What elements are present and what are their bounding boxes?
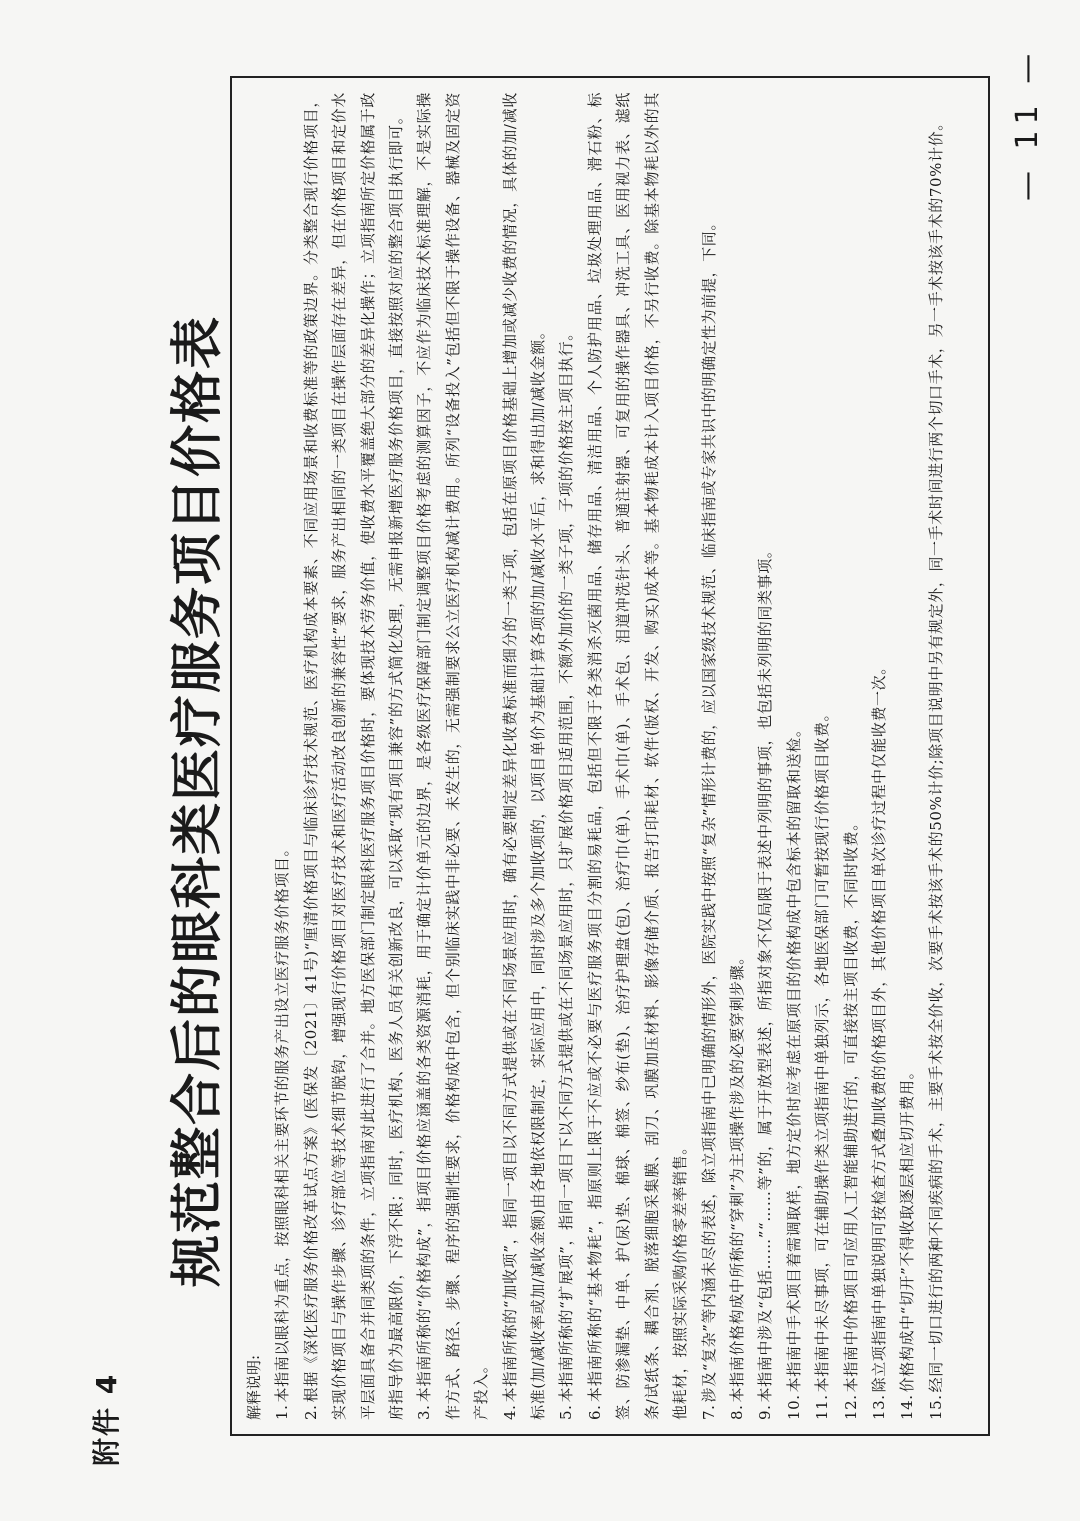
page-title: 规范整合后的眼科类医疗服务项目价格表 — [167, 315, 228, 1288]
note-text: 本指南中价格项目可应用人工智能辅助进行的，可直接按主项目收费，不同时收费。 — [841, 815, 860, 1393]
note-number: 7. — [699, 1404, 718, 1420]
note-item — [496, 92, 553, 1420]
note-item — [723, 92, 751, 1420]
note-item — [893, 92, 921, 1420]
note-item — [297, 92, 411, 1420]
note-text: 本指南所称的“加收项”，指同一项目以不同方式提供或在不同场景应用时，确有必要制定差异化收费标准而细分的一类子项，包括在原项目价格基础上增加或减少收费的情况，具体的加/减收标准(加/减收率或加/减收金额)由各地依权限制定，实际应用中，同时涉及多个加收项的，以项目单价为基础计算各项的加/减收水平后，求和得出加/减收金额。 — [500, 92, 548, 1420]
note-item — [695, 92, 723, 1420]
note-number: 13. — [869, 1394, 888, 1420]
notes-list — [268, 92, 950, 1420]
note-text: 本指南中涉及“包括……”“……等”的，属于开放型表述，所指对象不仅局限于表述中列明的事项，也包括未列明的同类事项。 — [756, 542, 775, 1403]
page-number: — 11 — — [1010, 47, 1045, 201]
note-number: 12. — [841, 1394, 860, 1420]
note-text: 价格构成中“切开”不得收取逐层相应切开费用。 — [898, 1063, 917, 1393]
note-text: 经同一切口进行的两种不同疾病的手术，主要手术按全价收，次要手术按该手术的50%计价;除项目说明中另有规定外，同一手术时间进行两个切口手术，另一手术按该手术的70%计价。 — [926, 115, 945, 1393]
note-item — [552, 92, 580, 1420]
note-number: 14. — [898, 1394, 917, 1420]
note-text: 本指南以眼科为重点，按照眼科相关主要环节的服务产出设立医疗服务价格项目。 — [273, 840, 292, 1403]
note-text: 本指南中手术项目着需调取样，地方定价时应考虑在原项目的价格构成中包含标本的留取和送检。 — [784, 721, 803, 1393]
notes-header: 解释说明: — [245, 1354, 263, 1420]
note-item — [780, 92, 808, 1420]
attachment-label: 附件 4 — [90, 1372, 123, 1466]
note-item — [808, 92, 836, 1420]
note-text: 本指南所称的“价格构成”，指项目价格应涵盖的各类资源消耗，用于确定计价单元的边界，是各级医疗保障部门制定调整项目价格考虑的测算因子，不应作为临床技术标准理解，不是实际操作方式、路径、步骤、程序的强制性要求，价格构成中包含，但个别临床实践中非必要、未发生的，无需强制要求公立医疗机构减计费用。所列“设备投入”包括但不限于操作设备、器械及固定资产投入。 — [415, 92, 491, 1420]
note-number: 3. — [415, 1404, 434, 1420]
note-number: 8. — [727, 1404, 746, 1420]
note-number: 4. — [500, 1404, 519, 1420]
note-text: 本指南价格构成中所称的“穿刺”为主项操作涉及的必要穿刺步骤。 — [727, 949, 746, 1403]
note-number: 9. — [756, 1404, 775, 1420]
note-item — [837, 92, 865, 1420]
note-item — [581, 92, 695, 1420]
note-number: 2. — [301, 1404, 320, 1420]
note-number: 15. — [926, 1394, 945, 1420]
note-text: 本指南所称的“扩展项”，指同一项目下以不同方式提供或在不同场景应用时，只扩展价格项目适用范围，不额外加价的一类子项，子项的价格按主项目执行。 — [557, 325, 576, 1403]
note-item — [922, 92, 950, 1420]
note-number: 11. — [813, 1394, 832, 1420]
notes-box — [230, 76, 990, 1436]
note-number: 10. — [784, 1394, 803, 1420]
note-text: 本指南中未尽事项，可在辅助操作类立项指南中单独列示，各地医保部门可暂按现行价格项目收费。 — [813, 705, 832, 1393]
note-item — [268, 92, 296, 1420]
note-number: 1. — [273, 1404, 292, 1420]
note-number: 5. — [557, 1404, 576, 1420]
note-number: 6. — [585, 1404, 604, 1420]
note-text: 涉及“复杂”等内涵未尽的表述，除立项指南中已明确的情形外，医院实践中按照“复杂”情形计费的，应以国家级技术规范、临床指南或专家共识中的明确定性为前提，下同。 — [699, 215, 718, 1403]
note-text: 根据《深化医疗服务价格改革试点方案》(医保发〔2021〕41号)“厘清价格项目与临床诊疗技术规范、医疗机构成本要素、不同应用场景和收费标准等的政策边界。分类整合现行价格项目，实现价格项目与操作步骤、诊疗部位等技术细节脱钩，增强现行价格项目对医疗技术和医疗活动改良创新的兼容性”要求，服务产出相同的一类项目在操作层面存在差异，但在价格项目和定价水平层面具备合并同类项的条件，立项指南对此进行了合并。地方医保部门制定眼科医疗服务项目价格时，要体现技术劳务价值，使收费水平覆盖绝大部分的差异化操作；立项指南所定价格属于政府指导价为最高限价，下浮不限；同时，医疗机构、医务人员有关创新改良，可以采取“现有项目兼容”的方式简化处理，无需申报新增医疗服务价格项目，直接按照对应的整合项目执行即可。 — [301, 92, 406, 1420]
note-item — [410, 92, 495, 1420]
note-text: 除立项指南中单独说明可按检查方式叠加收费的价格项目外，其他价格项目单次诊疗过程中仅能收费一次。 — [869, 659, 888, 1393]
note-item — [751, 92, 779, 1420]
note-text: 本指南所称的“基本物耗”，指原则上限于不应或不必要与医疗服务项目分割的易耗品，包括但不限于各类消杀灭菌用品、储存用品、清洁用品、个人防护用品、垃圾处理用品、滑石粉、标签、防渗漏垫、中单、护(尿)垫、棉球、棉签、纱布(垫)、治疗护理盘(包)、治疗巾(单)、手术巾(单)、手术包、泪道冲洗针头、普通注射器、可复用的操作器具、冲洗工具、医用视力表、滤纸条/试纸条、耦合剂、脱落细胞采集膜、刮刀、巩膜加压材料、影像存储介质、报告打印耗材、软件(版权、开发、购买)成本等。基本物耗成本计入项目价格，不另行收费。除基本物耗以外的其他耗材，按照实际采购价格零差率销售。 — [585, 92, 690, 1420]
note-item — [865, 92, 893, 1420]
